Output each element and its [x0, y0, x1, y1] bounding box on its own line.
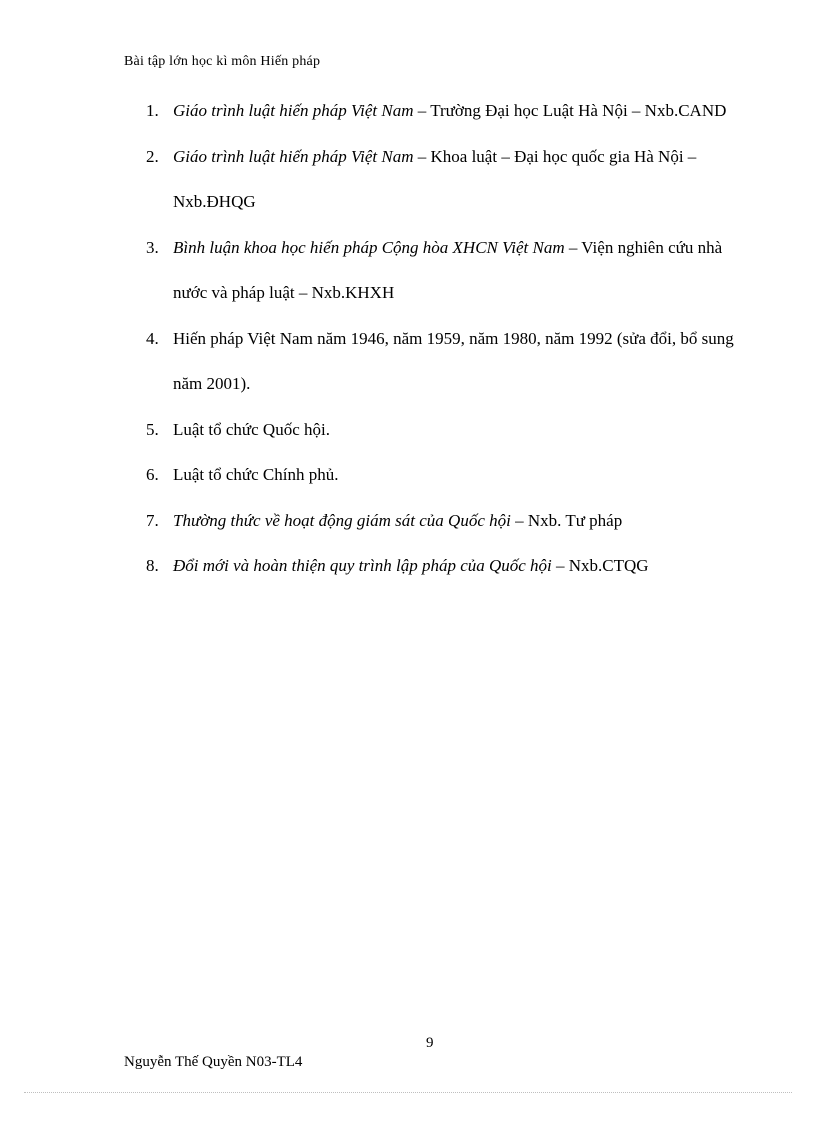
reference-source: – Khoa luật – Đại học quốc gia Hà Nội – Nxb.ĐHQG [173, 146, 697, 211]
page-number: 9 [426, 1035, 434, 1051]
reference-list [146, 88, 746, 589]
reference-source: – Viện nghiên cứu nhà nước và pháp luật – Nxb.KHXH [173, 237, 723, 302]
reference-item-5 [146, 407, 746, 453]
reference-source: Luật tổ chức Chính phủ. [173, 465, 339, 484]
reference-number: 1. [146, 101, 159, 120]
reference-item-2 [146, 134, 746, 225]
reference-item-6 [146, 452, 746, 498]
reference-number: 3. [146, 237, 159, 257]
reference-item-4 [146, 316, 746, 407]
reference-item-3 [146, 225, 746, 316]
reference-number: 2. [146, 146, 159, 166]
reference-title: Đổi mới và hoàn thiện quy trình lập pháp của Quốc hội [173, 556, 552, 575]
reference-item-7 [146, 498, 746, 544]
reference-number: 8. [146, 556, 159, 575]
reference-source: Luật tổ chức Quốc hội. [173, 419, 330, 439]
reference-number: 6. [146, 465, 159, 484]
reference-source: – Nxb.CTQG [551, 556, 649, 575]
reference-number: 4. [146, 328, 159, 348]
reference-title: Bình luận khoa học hiến pháp Cộng hòa XHCN Việt Nam [173, 237, 565, 257]
reference-item-1 [146, 88, 746, 134]
reference-title: Giáo trình luật hiến pháp Việt Nam [173, 101, 414, 120]
reference-number: 5. [146, 419, 159, 439]
reference-source: – Nxb. Tư pháp [510, 510, 623, 530]
reference-source: – Trường Đại học Luật Hà Nội – Nxb.CAND [413, 101, 727, 120]
page-footer: Nguyễn Thế Quyền N03-TL4 [124, 1054, 303, 1070]
reference-source: Hiến pháp Việt Nam năm 1946, năm 1959, năm 1980, năm 1992 (sửa đổi, bổ sung năm 2001). [173, 328, 734, 393]
reference-item-8 [146, 543, 746, 589]
reference-title: Giáo trình luật hiến pháp Việt Nam [173, 146, 414, 166]
page-header: Bài tập lớn học kì môn Hiến pháp [124, 54, 321, 69]
reference-number: 7. [146, 510, 159, 530]
reference-title: Thường thức về hoạt động giám sát của Quốc hội [173, 510, 511, 530]
page-bottom-border [24, 1092, 792, 1093]
